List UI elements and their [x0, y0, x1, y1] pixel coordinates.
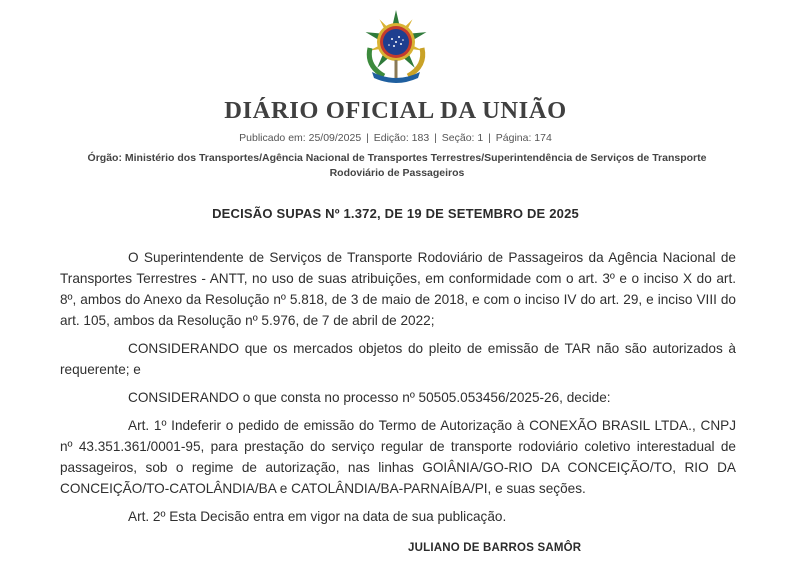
- paragraph-article-1: Art. 1º Indeferir o pedido de emissão do Termo de Autorização à CONEXÃO BRASIL LTDA., CNPJ nº 43.351.361/0001-95, para prestação do serviço regular de transporte rodoviário coletivo interestadual de passageiros, sob o regime de autorização, nas linhas GOIÂNIA/GO-RIO DA CONCEIÇÃO/TO, RIO DA CONCEIÇÃO/TO-CATOLÂNDIA/BA e CATOLÂNDIA/BA-PARNAÍBA/PI, e suas seções.: [60, 418, 736, 496]
- paragraph-considerando-2: CONSIDERANDO o que consta no processo nº 50505.053456/2025-26, decide:: [128, 390, 611, 405]
- decision-body: [60, 247, 736, 534]
- section-number: Seção: 1: [441, 132, 484, 144]
- page-number: Página: 174: [495, 132, 552, 144]
- edition-number: Edição: 183: [373, 132, 430, 144]
- published-date: Publicado em: 25/09/2025: [239, 132, 362, 144]
- brazil-coat-of-arms-icon: [358, 8, 434, 84]
- paragraph-considerando-1: CONSIDERANDO que os mercados objetos do pleito de emissão de TAR não são autorizados à requerente; e: [60, 341, 736, 377]
- decision-title: DECISÃO SUPAS Nº 1.372, DE 19 DE SETEMBRO DE 2025: [212, 206, 579, 221]
- publication-title: DIÁRIO OFICIAL DA UNIÃO: [224, 97, 567, 124]
- paragraph-preamble: O Superintendente de Serviços de Transporte Rodoviário de Passageiros da Agência Nacional de Transportes Terrestres - ANTT, no uso de suas atribuições, em conformidade com o art. 3º e o inciso X do art. 8º, ambos do Anexo da Resolução nº 5.818, de 3 de maio de 2018, e com o inciso IV do art. 29, e inciso VIII do art. 105, ambos da Resolução nº 5.976, de 7 de abril de 2022;: [60, 250, 736, 328]
- paragraph-article-2: Art. 2º Esta Decisão entra em vigor na data de sua publicação.: [128, 509, 507, 524]
- issuing-organ: Órgão: Ministério dos Transportes/Agência Nacional de Transportes Terrestres/Superintendência de Serviços de Transporte Rodoviário de Passageiros: [87, 152, 707, 179]
- signature: JULIANO DE BARROS SAMÔR: [408, 542, 582, 554]
- publication-info: Publicado em: 25/09/2025 | Edição: 183 | Seção: 1 | Página: 174: [239, 132, 552, 144]
